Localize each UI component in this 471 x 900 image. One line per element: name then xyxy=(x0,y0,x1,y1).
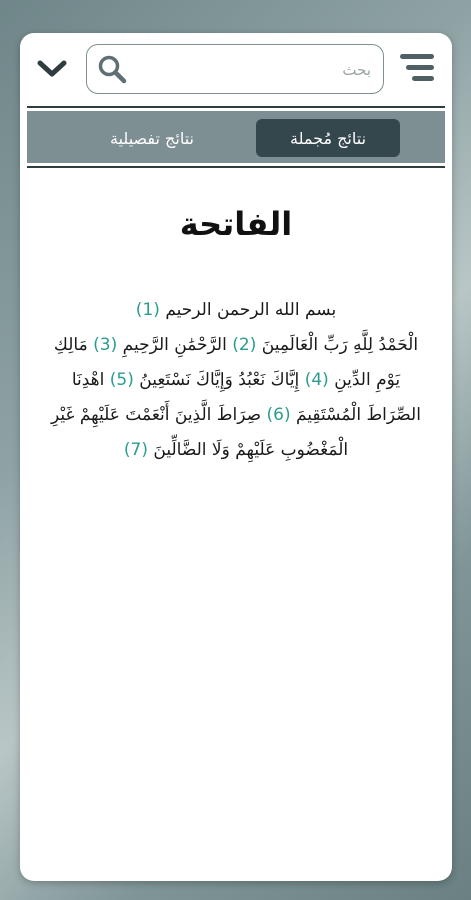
surah-title: الفاتحة xyxy=(179,205,293,243)
hamburger-menu-icon xyxy=(400,51,436,85)
verse-text: صِرَاطَ الَّذِينَ أَنْعَمْتَ عَلَيْهِمْ غَيْرِ الْمَغْضُوبِ عَلَيْهِمْ وَلَا الضَّالِّينَ xyxy=(51,405,349,460)
results-tabs xyxy=(27,111,445,163)
verse-number[interactable]: (6) xyxy=(266,405,291,425)
top-bar xyxy=(20,33,452,105)
search-input[interactable] xyxy=(135,51,373,89)
verse-text: الرَّحْمَٰنِ الرَّحِيمِ xyxy=(122,335,227,355)
verse-number[interactable]: (3) xyxy=(93,335,118,355)
verse-text: مَالِكِ يَوْمِ الدِّينِ xyxy=(53,335,401,390)
verse-text: إِيَّاكَ نَعْبُدُ وَإِيَّاكَ نَسْتَعِينُ xyxy=(139,370,300,390)
menu-button[interactable] xyxy=(400,51,436,85)
verse-number[interactable]: (1) xyxy=(135,300,160,320)
verse-number[interactable]: (7) xyxy=(123,440,148,460)
search-box xyxy=(86,44,384,94)
verse-text: الْحَمْدُ لِلَّهِ رَبِّ الْعَالَمِينَ xyxy=(261,335,419,355)
search-icon[interactable] xyxy=(97,54,127,84)
verse-number[interactable]: (2) xyxy=(232,335,257,355)
verse-text: اهْدِنَا الصِّرَاطَ الْمُسْتَقِيمَ xyxy=(71,370,421,425)
divider-top xyxy=(27,106,445,108)
verse-number[interactable]: (4) xyxy=(304,370,329,390)
chevron-down-icon xyxy=(36,58,68,80)
verse-text: بسم الله الرحمن الرحيم xyxy=(165,300,337,320)
divider-bottom xyxy=(27,166,445,168)
tab-detailed-results[interactable]: نتائج تفصيلية xyxy=(110,128,194,148)
tab-summary-results[interactable]: نتائج مُجملة xyxy=(256,119,400,157)
verses-text xyxy=(46,293,426,468)
main-card xyxy=(20,33,452,881)
expand-button[interactable] xyxy=(34,53,70,85)
verse-number[interactable]: (5) xyxy=(109,370,134,390)
